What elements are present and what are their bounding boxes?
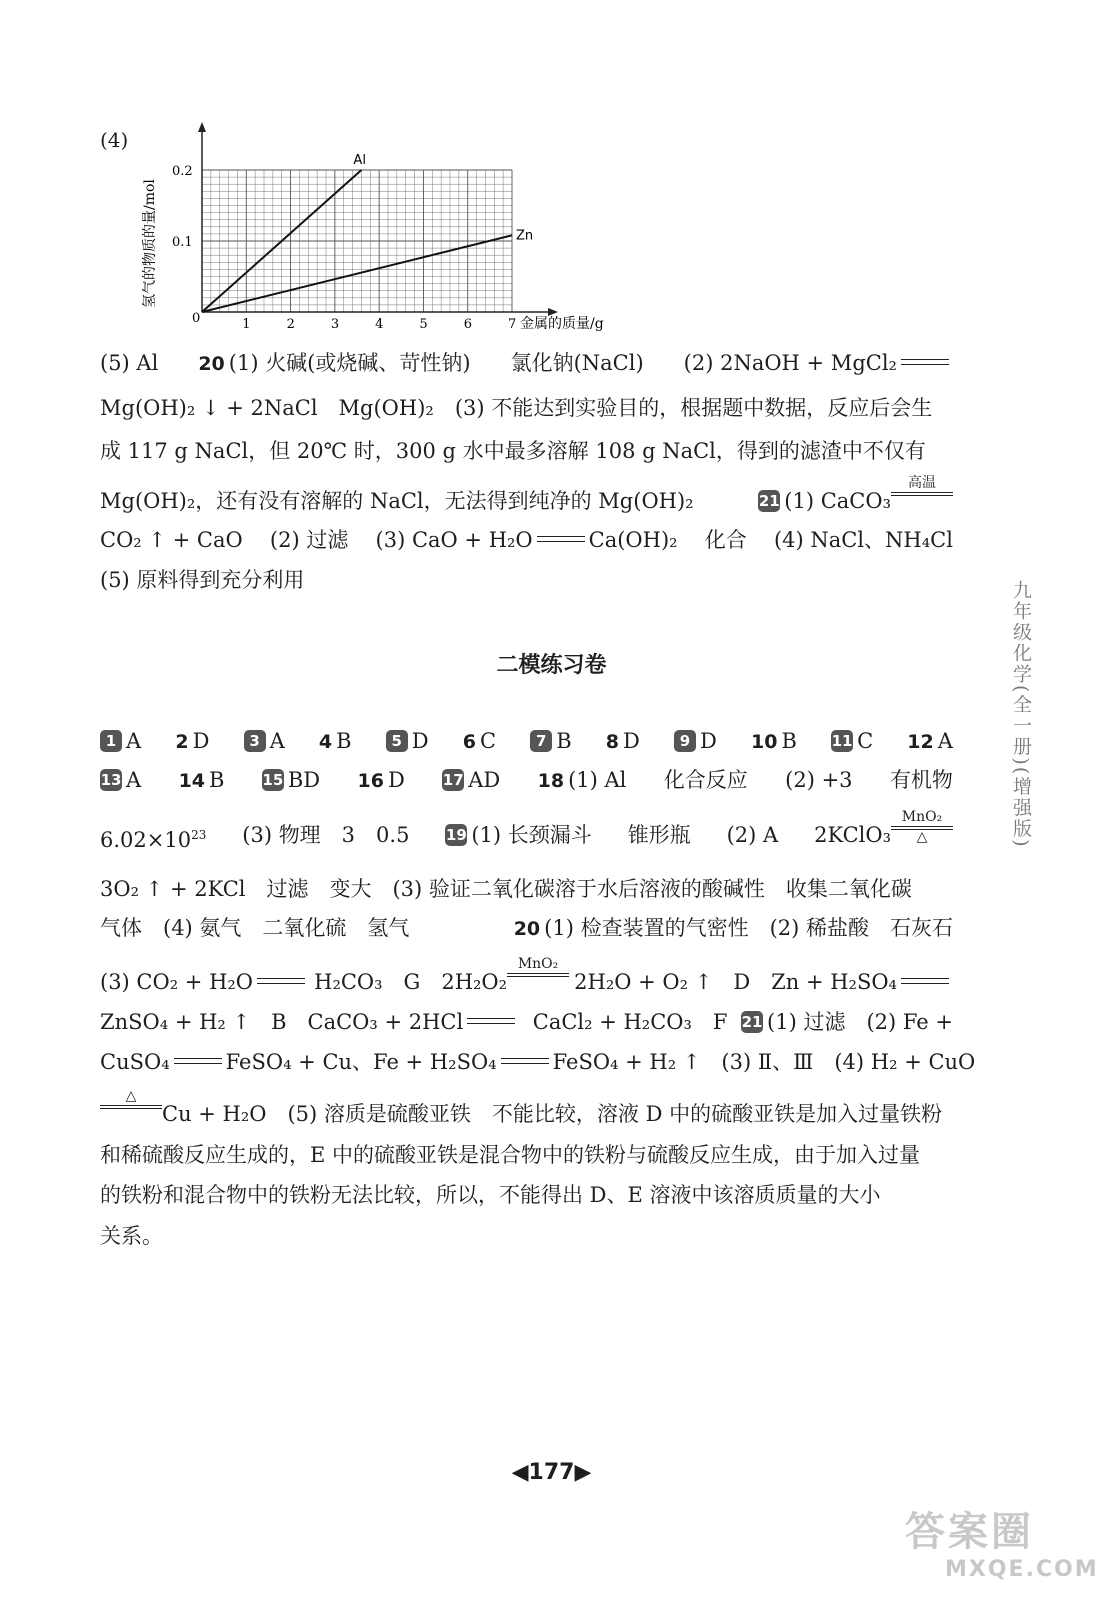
answer-letter: C (857, 729, 874, 753)
answer-letter: A (126, 729, 142, 753)
reaction-condition: 高温 (891, 490, 953, 510)
answer-letter: B (556, 729, 572, 753)
reaction-condition: △ (100, 1103, 162, 1123)
question-number: 12 (907, 731, 934, 753)
question-number-badge: 21 (758, 492, 780, 510)
origin-label: 0 (192, 311, 201, 326)
question-number: 10 (751, 731, 778, 753)
mc-item (674, 727, 717, 756)
part-label: (4) (100, 128, 129, 152)
s2-line-8: CuSO₄ FeSO₄ + Cu、Fe + H₂SO₄ FeSO₄ + H₂ ↑ (3) Ⅱ、Ⅲ (4) H₂ + CuO (100, 1050, 976, 1074)
series-label: Al (353, 153, 366, 168)
s2-line-12: 关系。 (100, 1224, 163, 1248)
answer-letter: A (269, 729, 285, 753)
answer-letter: D (700, 729, 717, 753)
s2-line-10: 和稀硫酸反应生成的，E 中的硫酸亚铁是混合物中的铁粉与硫酸反应生成，由于加入过量 (100, 1143, 921, 1167)
mc-item (319, 727, 352, 756)
mc-item (386, 727, 429, 756)
mc-item (530, 727, 571, 756)
side-book-title: 九年级化学(全一册)(增强版) (1010, 580, 1032, 849)
answer-letter: B (336, 729, 352, 753)
x-tick-label: 4 (375, 317, 384, 332)
mc-item (463, 727, 496, 756)
answer-line-2: Mg(OH)₂ ↓ + 2NaCl Mg(OH)₂ (3) 不能达到实验目的，根据题中数据，反应后会生 (100, 396, 933, 420)
x-tick-label: 2 (286, 317, 295, 332)
x-axis-label: 金属的质量/g (520, 316, 604, 332)
hydrogen-chart (140, 118, 640, 338)
mc-row-1 (100, 727, 953, 756)
answer-letter: D (192, 729, 210, 753)
mc-item (175, 727, 209, 756)
answer-letter: C (479, 729, 497, 753)
equals-sign (901, 359, 949, 365)
watermark: 答案圈 MXQE.COM (905, 1509, 1099, 1582)
s2-line-9: △ Cu + H₂O (5) 溶质是硫酸亚铁 不能比较，溶液 D 中的硫酸亚铁是加入过量铁粉 (100, 1100, 953, 1128)
question-number: 6 (462, 731, 476, 753)
question-number: 5 (386, 730, 408, 752)
mc-item (907, 727, 953, 756)
answer-letter: D (411, 729, 429, 753)
series-line-zn (202, 235, 512, 312)
x-tick-label: 5 (419, 317, 428, 332)
mc-item (606, 727, 640, 756)
x-tick-label: 1 (242, 317, 251, 332)
answer-line-3: 成 117 g NaCl，但 20℃ 时，300 g 水中最多溶解 108 g NaCl，得到的滤渣中不仅有 (100, 439, 926, 463)
chart-grid (202, 170, 512, 312)
question-number: 8 (605, 731, 620, 753)
question-number: 2 (175, 731, 189, 753)
s2-line-6: (3) CO₂ + H₂O H₂CO₃ G 2H₂O₂ MnO₂ 2H₂O + O₂ ↑ D Zn + H₂SO₄ (100, 968, 953, 996)
s2-line-3: $6.02\times 10^{23}$ (3) 物理 3 0.5 19 (1) 长颈漏斗 锥形瓶 (2) A 2KClO₃ MnO₂ △ (100, 821, 953, 854)
x-tick-label: 6 (463, 317, 472, 332)
answer-letter: A (937, 729, 953, 753)
s2-line-11: 的铁粉和混合物中的铁粉无法比较，所以，不能得出 D、E 溶液中该溶质质量的大小 (100, 1183, 881, 1207)
answer-line-6: (5) 原料得到充分利用 (100, 568, 305, 592)
reaction-condition: MnO₂ △ (891, 824, 953, 844)
reaction-condition: MnO₂ (507, 971, 569, 991)
s2-line-4: 3O₂ ↑ + 2KCl 过滤 变大 (3) 验证二氧化碳溶于水后溶液的酸碱性 收集二氧化碳 (100, 877, 912, 901)
question-number: 1 (100, 730, 122, 752)
question-number: 4 (318, 731, 333, 753)
y-tick-label: 0.2 (172, 164, 193, 179)
series-label: Zn (516, 228, 534, 244)
question-number: 7 (530, 730, 552, 752)
x-tick-label: 3 (330, 317, 340, 332)
question-number: 11 (831, 732, 853, 750)
y-tick-label: 0.1 (172, 235, 193, 250)
y-axis-arrow (198, 122, 206, 132)
mc-item (100, 727, 141, 756)
s2-line-5: 气体 (4) 氨气 二氧化硫 氢气 20 (1) 检查装置的气密性 (2) 稀盐酸 石灰石 (100, 916, 953, 940)
answer-line-4: Mg(OH)₂，还有没有溶解的 NaCl，无法得到纯净的 Mg(OH)₂ 21 (1) CaCO₃ 高温 (100, 487, 953, 515)
question-number: 20 (198, 353, 225, 375)
page-number: ◀177▶ (511, 1460, 592, 1485)
answer-line-5: CO₂ ↑ + CaO (2) 过滤 (3) CaO + H₂O Ca(OH)₂ 化合 (4) NaCl、NH₄Cl (100, 528, 953, 552)
answer-letter: B (781, 729, 797, 753)
answer-line-1: (5) Al 20 (1) 火碱(或烧碱、苛性钠) 氯化钠(NaCl) (2) 2NaOH + MgCl₂ (100, 349, 953, 378)
answer-letter: D (623, 729, 640, 753)
mc-item (244, 727, 285, 756)
mc-item (751, 727, 797, 756)
x-axis-arrow (548, 308, 558, 316)
mc-row-2: 13 A 14 B 15 BD 16 D 17 AD 18 (1) Al 化合反应 (2) +3 有机物 (100, 768, 953, 792)
mc-item (831, 727, 873, 756)
y-axis-label: 氢气的物质的量/mol (142, 179, 158, 308)
question-number: 9 (674, 730, 696, 752)
section-title: 二模练习卷 (496, 653, 607, 678)
x-tick-label: 7 (508, 317, 517, 332)
s2-line-7: ZnSO₄ + H₂ ↑ B CaCO₃ + 2HCl CaCl₂ + H₂CO₃ F 21 (1) 过滤 (2) Fe + (100, 1010, 953, 1034)
question-number: 3 (244, 730, 266, 752)
